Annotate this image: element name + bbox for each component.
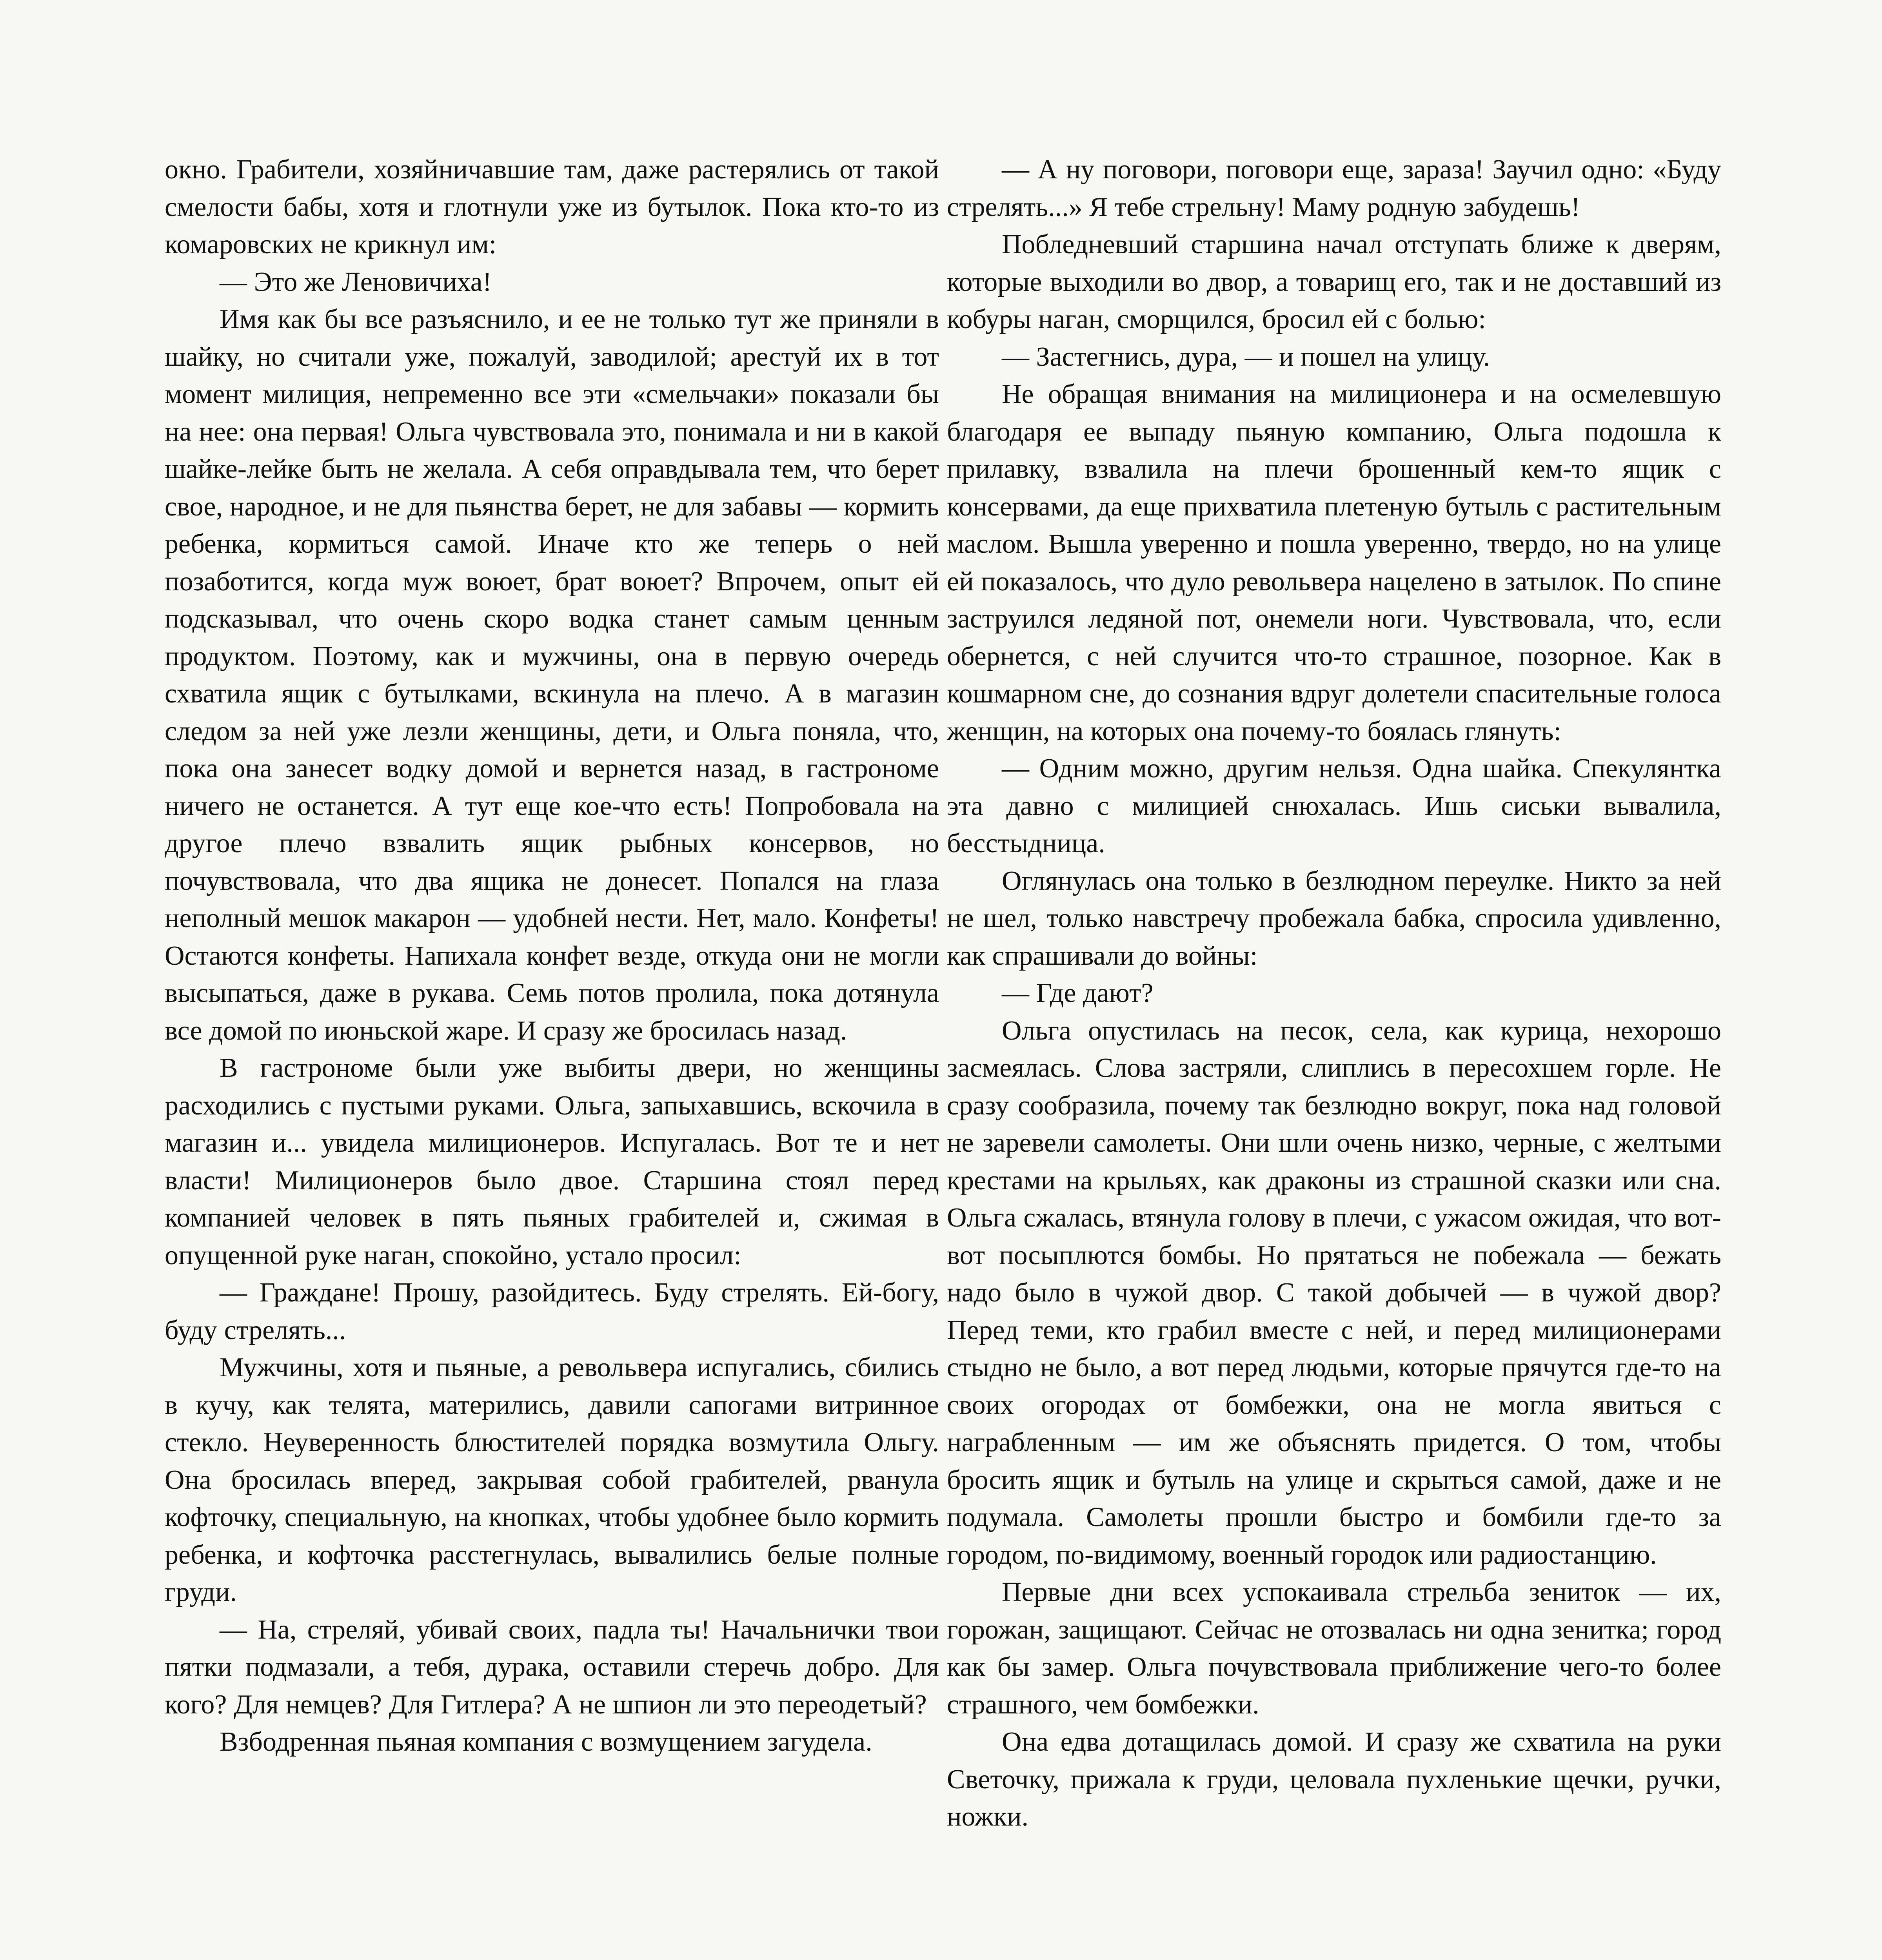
paragraph: — На, стреляй, убивай своих, падла ты! Начальнички твои пятки подмазали, а тебя, дурака, оставили стеречь добро. Для кого? Для немцев? Для Гитлера? А не шпион ли это переодетый? (165, 1614, 939, 1720)
paragraph: — Застегнись, дура, — и пошел на улицу. (1002, 341, 1490, 372)
paragraph: Побледневший старшина начал отступать ближе к дверям, которые выходили во двор, а товарищ его, так и не доставший из кобуры наган, сморщился, бросил ей с болью: (947, 229, 1721, 334)
paragraph: — Это же Леновичиха! (220, 267, 492, 297)
paragraph: — Граждане! Прошу, разойдитесь. Буду стрелять. Ей-богу, буду стрелять... (165, 1278, 939, 1345)
text-column-left (165, 151, 939, 1761)
paragraph: В гастрономе были уже выбиты двери, но женщины расходились с пустыми руками. Ольга, запыхавшись, вскочила в магазин и... увидела милиционеров. Испугалась. Вот те и нет власти! Милиционеров было двое. Старшина стоял перед компанией человек в пять пьяных грабителей и, сжимая в опущенной руке наган, спокойно, устало просил: (165, 1053, 939, 1270)
paragraph: — Где дают? (1002, 978, 1154, 1008)
paragraph: Мужчины, хотя и пьяные, а револьвера испугались, сбились в кучу, как телята, матерились, давили сапогами витринное стекло. Неуверенность блюстителей порядка возмутила Ольгу. Она бросилась вперед, закрывая собой грабителей, рванула кофточку, специальную, на кнопках, чтобы удобнее было кормить ребенка, и кофточка расстегнулась, вывалились белые полные груди. (165, 1352, 939, 1607)
paragraph: Первые дни всех успокаивала стрельба зениток — их, горожан, защищают. Сейчас не отозвалась ни одна зенитка; город как бы замер. Ольга почувствовала приближение чего-то более страшного, чем бомбежки. (947, 1577, 1721, 1720)
paragraph: Имя как бы все разъяснило, и ее не только тут же приняли в шайку, но считали уже, пожалуй, заводилой; арестуй их в тот момент милиция, непременно все эти «смельчаки» показали бы на нее: она первая! Ольга чувствовала это, понимала и ни в какой шайке-лейке быть не желала. А себя оправдывала тем, что берет свое, народное, и не для пьянства берет, не для забавы — кормить ребенка, кормиться самой. Иначе кто же теперь о ней позаботится, когда муж воюет, брат воюет? Впрочем, опыт ей подсказывал, что очень скоро водка станет самым ценным продуктом. Поэтому, как и мужчины, она в первую очередь схватила ящик с бутылками, вскинула на плечо. А в магазин следом за ней уже лезли женщины, дети, и Ольга поняла, что, пока она занесет водку домой и вернется назад, в гастрономе ничего не останется. А тут еще кое-что есть! Попробовала на другое плечо взвалить ящик рыбных консервов, но почувствовала, что два ящика не донесет. Попался на глаза неполный мешок макарон — удобней нести. Нет, мало. Конфеты! Остаются конфеты. Напихала конфет везде, откуда они не могли высыпаться, даже в рукава. Семь потов пролила, пока дотянула все домой по июньской жаре. И сразу же бросилась назад. (165, 304, 939, 1046)
paragraph: Не обращая внимания на милиционера и на осмелевшую благодаря ее выпаду пьяную компанию, Ольга подошла к прилавку, взвалила на плечи брошенный кем-то ящик с консервами, да еще прихватила плетеную бутыль с растительным маслом. Вышла уверенно и пошла уверенно, твердо, но на улице ей показалось, что дуло револьвера нацелено в затылок. По спине заструился ледяной пот, онемели ноги. Чувствовала, что, если обернется, с ней случится что-то страшное, позорное. Как в кошмарном сне, до сознания вдруг долетели спасительные голоса женщин, на которых она почему-то боялась глянуть: (947, 379, 1721, 746)
text-column-right (947, 151, 1721, 1836)
paragraph: — Одним можно, другим нельзя. Одна шайка. Спекулянтка эта давно с милицией снюхалась. Ишь сиськи вывалила, бесстыдница. (947, 753, 1721, 858)
paragraph: Она едва дотащилась домой. И сразу же схватила на руки Светочку, прижала к груди, целовала пухленькие щечки, ручки, ножки. (947, 1727, 1721, 1832)
paragraph: Оглянулась она только в безлюдном переулке. Никто за ней не шел, только навстречу пробежала бабка, спросила удивленно, как спрашивали до войны: (947, 866, 1721, 971)
paragraph: окно. Грабители, хозяйничавшие там, даже растерялись от такой смелости бабы, хотя и глотнули уже из бутылок. Пока кто-то из комаровских не крикнул им: (165, 154, 939, 260)
paragraph: — А ну поговори, поговори еще, зараза! Заучил одно: «Буду стрелять...» Я тебе стрельну! Маму родную забудешь! (947, 154, 1721, 222)
paragraph: Ольга опустилась на песок, села, как курица, нехорошо засмеялась. Слова застряли, слиплись в пересохшем горле. Не сразу сообразила, почему так безлюдно вокруг, пока над головой не заревели самолеты. Они шли очень низко, черные, с желтыми крестами на крыльях, как драконы из страшной сказки или сна. Ольга сжалась, втянула голову в плечи, с ужасом ожидая, что вот-вот посыплются бомбы. Но прятаться не побежала — бежать надо было в чужой двор. С такой добычей — в чужой двор? Перед теми, кто грабил вместе с ней, и перед милиционерами стыдно не было, а вот перед людьми, которые прячутся где-то на своих огородах от бомбежки, она не могла явиться с награбленным — им же объяснять придется. О том, чтобы бросить ящик и бутыль на улице и скрыться самой, даже и не подумала. Самолеты прошли быстро и бомбили где-то за городом, по-видимому, военный городок или радиостанцию. (947, 1015, 1721, 1570)
paragraph: Взбодренная пьяная компания с возмущением загудела. (220, 1727, 872, 1757)
